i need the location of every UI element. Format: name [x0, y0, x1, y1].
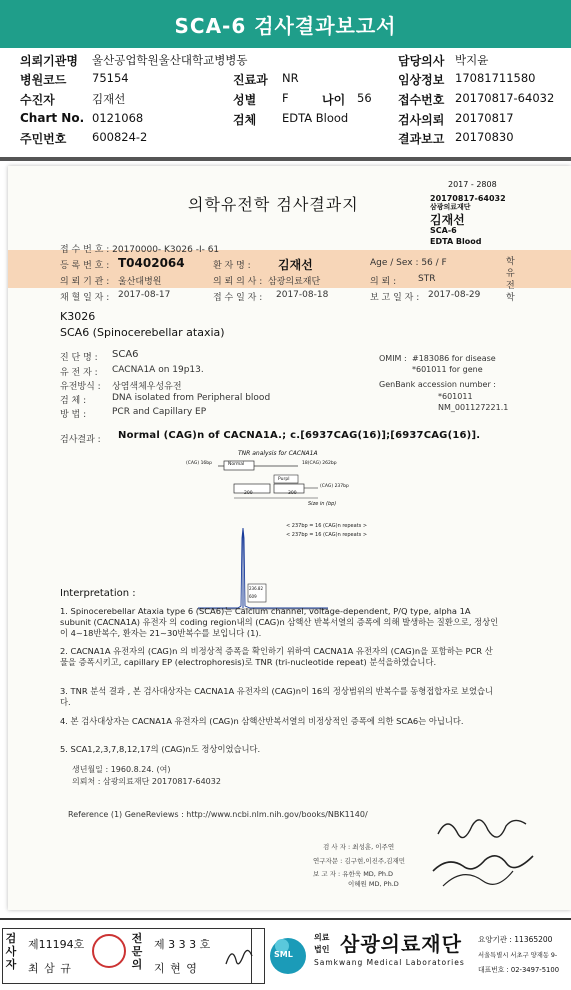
doctor-label: 담당의사 [398, 54, 445, 68]
signature-line-3: 보 고 자 : 유한욱 MD, Ph.D [313, 870, 394, 878]
dx-label: 진 단 명 : [60, 353, 98, 363]
rrn-value: 600824-2 [92, 130, 148, 144]
inspector-name: 최 삼 규 [28, 962, 72, 975]
figure-peak-size: 236.82 [249, 586, 263, 591]
method-value: PCR and Capillary EP [112, 407, 207, 417]
genbank-label: GenBank accession number : [379, 380, 496, 389]
result-value: Normal (CAG)n of CACNA1A.; c.[6937CAG(16)];[6937CAG(16)]. [118, 430, 481, 441]
org-english: Samkwang Medical Laboratories [314, 958, 465, 967]
figure-expanded-label: 18(CAG) 262bp [302, 461, 337, 466]
inst-value: 울산공업학원울산대학교병병동 [92, 53, 248, 67]
result-label: 검사결과 : [60, 435, 101, 445]
patient-name-label: 환 자 명 : [213, 261, 251, 271]
inspector-seal [92, 934, 126, 968]
spec-label: 검 체 : [60, 396, 87, 406]
reg-no-label: 등 록 번 호 : [60, 261, 110, 271]
dept-label: 진료과 [233, 73, 268, 87]
requester-value: 삼광의료재단 [268, 277, 321, 287]
signature-line-1: 검 사 자 : 최성훈, 이주연 [323, 843, 395, 851]
figure-peak-height: 609 [249, 594, 257, 599]
figure-purpl-label: Purpl [278, 477, 290, 482]
info-row-3 [0, 91, 571, 111]
report-title: SCA-6 검사결과보고서 [174, 13, 397, 38]
org-small-1: 의료 [314, 933, 330, 942]
ordering-label: 의 뢰 기 관 : [60, 277, 110, 287]
info-row-1 [0, 52, 571, 72]
interp-5: 5. SCA1,2,3,7,8,12,17의 (CAG)n도 정상이었습니다. [60, 744, 261, 754]
doctor-value: 박지윤 [455, 53, 489, 67]
corner-specimen: EDTA Blood [430, 237, 482, 246]
tnr-figure [178, 458, 358, 618]
interp-4: 4. 본 검사대상자는 CACNA1A 유전자의 (CAG)n 삼핵산반복서열의 비정상적인 증폭에 의한 SCA6는 아닙니다. [60, 716, 464, 726]
inst-label: 의뢰기관명 [20, 54, 78, 68]
omim-gene: *601011 for gene [412, 365, 483, 374]
info-row-5 [0, 130, 571, 150]
figure-scale-300: 300 [288, 491, 297, 496]
orderer: 의뢰처 : 삼광의료재단 20170817-64032 [72, 777, 221, 786]
reg-no-value: T0402064 [118, 256, 185, 270]
ordering-value: 울산대병원 [118, 277, 162, 287]
chart-value: 0121068 [92, 111, 144, 125]
figure-normal-label: Normal [228, 462, 245, 467]
corner-name: 김재선 [430, 213, 465, 227]
interp-2: 2. CACNA1A 유전자의 (CAG)n 의 비정상적 증폭을 확인하기 위하여 CACNA1A 유전자의 (CAG)n을 포함하는 PCR 산물을 증폭시키고, capillary EP (electrophoresis)로 TNR (tri-nucleotide repeat) 분석을하였습니다. [60, 646, 493, 667]
contact-3: 대표번호 : 02-3497-5100 [478, 966, 560, 974]
sex-value: F [282, 91, 289, 105]
genbank-2: NM_001127221.1 [438, 403, 509, 412]
report-date-label: 결과보고 [398, 132, 445, 146]
figure-note-1: < 237bp = 16 (CAG)n repeats > [286, 523, 368, 529]
specialist-license: 제 3 3 3 호 [154, 938, 211, 951]
side-text: 학 유 전 학 [506, 257, 515, 303]
dept-value: NR [282, 71, 299, 85]
clinical-value: 17081711580 [455, 71, 536, 85]
gene-value: CACNA1A on 19p13. [112, 365, 204, 375]
patient-label: 수진자 [20, 93, 55, 107]
reference: Reference (1) GeneReviews : http://www.ncbi.nlm.nih.gov/books/NBK1140/ [68, 810, 368, 819]
signature-line-4: 이혜원 MD, Ph.D [348, 880, 399, 888]
age-value: 56 [357, 91, 372, 105]
patient-name-value: 김재선 [278, 258, 313, 272]
contact-2: 서울특별시 서초구 양재동 9- [478, 952, 558, 959]
specialist-name: 지 현 영 [154, 962, 198, 975]
inherit-value: 상염색체우성유전 [112, 382, 182, 392]
figure-left-label: (CAG) 16bp [186, 461, 213, 466]
corner-date: 2017 - 2808 [448, 180, 497, 189]
contact-1: 요양기관 : 11365200 [478, 935, 553, 944]
info-divider [0, 157, 571, 161]
omim-label: OMIM : [379, 354, 407, 363]
specialist-vertical-label: 전문의 [131, 932, 143, 971]
ward-value: STR [418, 274, 436, 284]
doc-title: 의학유전학 검사결과지 [188, 195, 359, 214]
report-value: 2017-08-29 [428, 290, 481, 300]
info-row-2 [0, 71, 571, 91]
receipt-label: 접수번호 [398, 93, 445, 107]
corner-test: SCA-6 [430, 226, 457, 235]
org-small-2: 법인 [314, 945, 330, 954]
figure-note-2: < 237bp = 16 (CAG)n repeats > [286, 532, 368, 538]
report-date-value: 20170830 [455, 130, 514, 144]
rrn-label: 주민번호 [20, 132, 67, 146]
registration-line: 접 수 번 호 : 20170000- K3026 -I- 61 [60, 245, 220, 255]
gene-label: 유 전 자 : [60, 368, 98, 378]
interp-1: 1. Spinocerebellar Ataxia type 6 (SCA6)는 Calcium channel, voltage-dependent, P/Q type, alpha 1A subunit (CACNA1A) 유전자 의 coding region내의 (CAG)n 삼핵산 반복서열의 증폭에 의해 발생하는 질환으로, 정상인이 4~18반복수, 환자는 21~30반복수를 보입니다 (1). [60, 606, 499, 638]
chart-label: Chart No. [20, 111, 85, 125]
test-name: SCA6 (Spinocerebellar ataxia) [60, 326, 225, 339]
sex-label: 성별 [233, 93, 257, 107]
receipt-value: 20170817-64032 [455, 91, 555, 105]
report-label: 보 고 일 자 : [370, 293, 420, 303]
receive-value: 2017-08-18 [276, 290, 329, 300]
test-code: K3026 [60, 310, 96, 323]
report-title-bar [0, 0, 571, 48]
hosp-code-label: 병원코드 [20, 73, 67, 87]
omim-disease: #183086 for disease [412, 354, 496, 363]
request-value: 20170817 [455, 111, 514, 125]
clinical-label: 임상정보 [398, 73, 445, 87]
scanned-result-document [8, 166, 571, 910]
org-name: 삼광의료재단 [340, 932, 462, 956]
ward-label: 의 뢰 : [370, 277, 397, 287]
patient-info-section [0, 48, 571, 154]
age-label: 나이 [322, 93, 346, 107]
figure-title: TNR analysis for CACNA1A [238, 450, 318, 457]
specialist-signature [222, 942, 256, 972]
figure-size-label: Size in (bp) [308, 501, 337, 507]
interp-3: 3. TNR 분석 결과 , 본 검사대상자는 CACNA1A 유전자의 (CAG)n이 16의 정상범위의 반복수를 동형접합자로 보였습니다. [60, 686, 494, 707]
footer [0, 918, 571, 990]
receive-label: 접 수 일 자 : [213, 293, 263, 303]
spec-value: DNA isolated from Peripheral blood [112, 393, 271, 403]
corner-org: 삼광의료재단 [430, 203, 471, 211]
corner-number: 20170817-64032 [430, 194, 506, 203]
specimen-label: 검체 [233, 113, 257, 127]
specimen-value: EDTA Blood [282, 111, 349, 125]
collect-value: 2017-08-17 [118, 290, 171, 300]
hosp-code-value: 75154 [92, 71, 129, 85]
request-label: 검사의뢰 [398, 113, 445, 127]
info-row-4 [0, 111, 571, 131]
inspector-license: 제11194호 [28, 938, 85, 951]
collect-label: 채 혈 일 자 : [60, 293, 110, 303]
inspector-vertical-label: 검사자 [5, 932, 17, 971]
age-sex: Age / Sex : 56 / F [370, 258, 447, 268]
dx-value: SCA6 [112, 349, 139, 360]
signature-scribble [428, 806, 548, 896]
interp-title: Interpretation : [60, 588, 136, 599]
signature-line-2: 연구자문 : 김구현,이진주,김재민 [313, 857, 406, 865]
method-label: 방 법 : [60, 410, 87, 420]
genbank-1: *601011 [438, 392, 473, 401]
figure-right-label: (CAG) 237bp [320, 484, 349, 489]
sml-logo-text: SML [274, 950, 293, 959]
requester-label: 의 뢰 의 사 : [213, 277, 263, 287]
patient-value: 김재선 [92, 92, 126, 106]
inherit-label: 유전방식 : [60, 382, 101, 392]
dob: 생년월일 : 1960.8.24. (여) [72, 765, 171, 774]
figure-scale-200: 200 [244, 491, 253, 496]
